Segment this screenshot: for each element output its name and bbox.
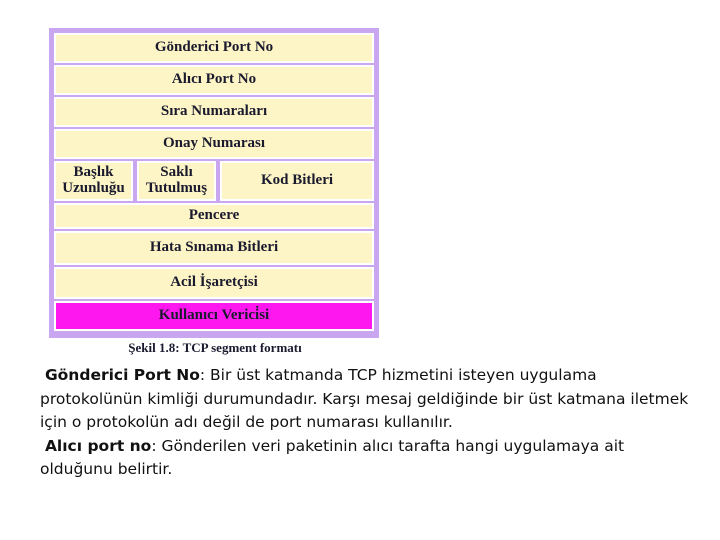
paragraph-destination-port [40,435,700,482]
row-flags [54,161,374,201]
field-code-bits: Kod Bitleri [220,161,374,201]
tcp-segment-diagram [49,28,379,338]
field-sequence-number: Sıra Numaraları [54,97,374,127]
row-ack-number [54,129,374,159]
field-user-data: Kullanıcı Verici̇si [54,301,374,331]
field-reserved: Saklı Tutulmuş [137,161,216,201]
term-destination-port: Alıcı port no [44,436,152,455]
field-source-port: Gönderici Port No [54,33,374,63]
desc-source-port: : Bir üst katmanda TCP hizmetini isteyen uygulama protokolünün kimliği durumundadır. Karşı mesaj geldiğinde bir üst katmana iletmek için o protokolün adı değil de port numarası kullanılır. [40,366,689,431]
paragraph-source-port [40,364,700,435]
field-urgent-pointer: Acil İşaretçisi [54,267,374,299]
field-ack-number: Onay Numarası [54,129,374,159]
row-source-port [54,33,374,63]
row-user-data [54,301,374,331]
row-urgent-pointer [54,267,374,299]
field-header-length: Başlık Uzunluğu [54,161,133,201]
field-checksum: Hata Sınama Bitleri [54,231,374,265]
body-text [40,364,700,482]
row-destination-port [54,65,374,95]
row-checksum [54,231,374,265]
field-destination-port: Alıcı Port No [54,65,374,95]
figure-caption: Şekil 1.8: TCP segment formatı [128,340,302,355]
row-sequence-number [54,97,374,127]
field-window: Pencere [54,203,374,229]
row-window [54,203,374,229]
desc-destination-port: : Gönderilen veri paketinin alıcı tarafta hangi uygulamaya ait olduğunu belirtir. [40,436,625,478]
term-source-port: Gönderici Port No [44,366,200,384]
